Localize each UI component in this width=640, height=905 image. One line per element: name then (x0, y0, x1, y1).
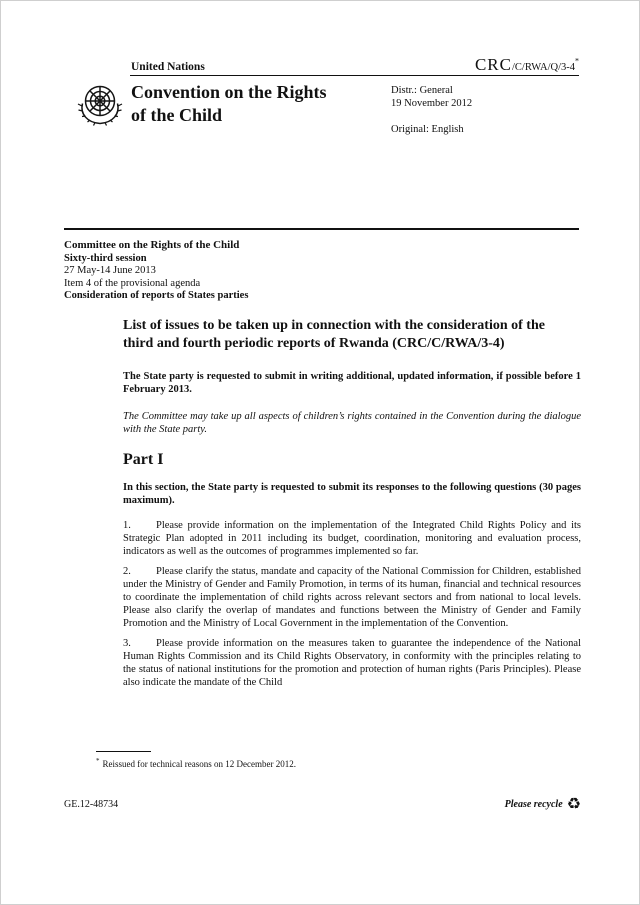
footnote (96, 756, 526, 770)
paragraph-text: Please provide information on the implementation of the Integrated Child Rights Policy and its Strategic Plan adopted in 2011 including its budget, coordination, monitoring and evaluation process, indicators as well as the outcomes of programmes implemented so far. (123, 520, 581, 557)
distr-line: Distr.: General (391, 85, 453, 96)
distr-date: 19 November 2012 (391, 98, 473, 109)
paragraph-text: Please provide information on the measures taken to guarantee the independence of the National Human Rights Commission and its Child Rights Observatory, in conformity with the principles relating to the status of national institutions for the promotion and protection of human rights (Paris Principles). Please also indicate the mandate of the Child (123, 638, 581, 688)
document-symbol-rest: /C/RWA/Q/3-4 (511, 62, 575, 73)
paragraph-number: 3. (123, 638, 131, 649)
session-block (64, 239, 484, 303)
recycle-icon: ♻ (566, 794, 581, 813)
page-footer (64, 796, 581, 812)
document-body (123, 317, 581, 696)
recycle-notice (505, 796, 581, 812)
document-symbol-prefix: CRC (474, 55, 512, 74)
convention-title: Convention on the Rights of the Child (131, 82, 327, 125)
recycle-label: Please recycle (504, 798, 563, 810)
footnote-marker: * (96, 757, 100, 765)
numbered-paragraph-1 (123, 519, 581, 558)
distr-original-language: Original: English (391, 124, 464, 135)
agenda-item: Item 4 of the provisional agenda (64, 277, 201, 289)
committee-note-paragraph: The Committee may take up all aspects of children’s rights contained in the Convention during the dialogue with the State party. (123, 411, 581, 435)
numbered-paragraph-3 (123, 637, 581, 689)
footnote-rule (96, 751, 151, 752)
paragraph-text: Please clarify the status, mandate and capacity of the National Commission for Children, established under the Ministry of Gender and Family Promotion, in terms of its human, financial and technical resources to coordinate the implementation of child rights across relevant sectors and from national to local levels. Please also clarify the overlap of mandates and functions between the Ministry of Gender and Family Promotion and the Ministry of Local Government in the implementation of the Convention. (123, 566, 581, 629)
numbered-paragraph-2 (123, 565, 581, 630)
header-thin-rule (130, 75, 579, 76)
header-thick-rule (64, 228, 579, 230)
un-emblem-icon (75, 80, 125, 130)
footnote-text: Reissued for technical reasons on 12 December 2012. (102, 759, 296, 769)
document-symbol (475, 55, 579, 75)
distribution-block (391, 84, 472, 136)
session-dates: 27 May-14 June 2013 (64, 265, 156, 276)
paragraph-number: 2. (123, 566, 131, 577)
request-paragraph: The State party is requested to submit in writing additional, updated information, if possible before 1 February 2013. (123, 371, 581, 395)
org-name: United Nations (131, 61, 205, 73)
committee-name: Committee on the Rights of the Child (64, 239, 240, 251)
document-number: GE.12-48734 (64, 798, 119, 810)
document-heading: List of issues to be taken up in connection with the consideration of the third and fourth periodic reports of Rwanda (CRC/C/RWA/3-4) (123, 318, 545, 351)
session-name: Sixty-third session (64, 252, 147, 264)
agenda-topic: Consideration of reports of States parties (64, 290, 249, 301)
footnote-area (96, 751, 526, 770)
masthead-top-row (131, 55, 579, 75)
part-one-heading: Part I (123, 451, 164, 468)
document-symbol-footnote-marker: * (575, 56, 579, 66)
part-one-intro: In this section, the State party is requested to submit its responses to the following questions (30 pages maximum). (123, 482, 581, 506)
paragraph-number: 1. (123, 520, 131, 531)
